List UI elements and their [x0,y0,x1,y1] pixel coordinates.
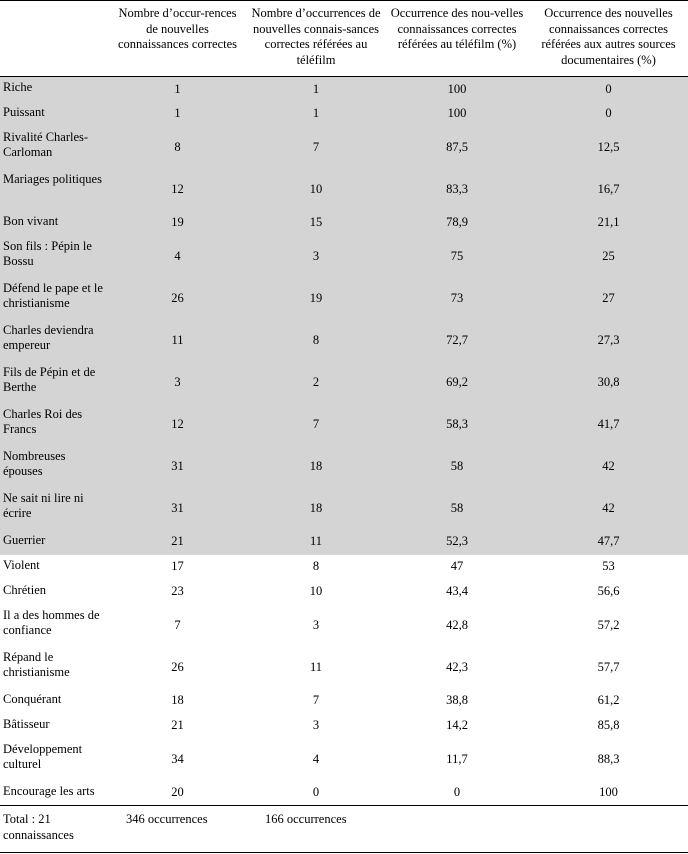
table-row [0,488,688,530]
total-cell: 19 [108,211,247,236]
telefilm-cell: 7 [247,127,385,169]
pct-autres-cell: 41,7 [529,404,688,446]
total-cell: 26 [108,278,247,320]
pct-telefilm-cell: 100 [385,102,529,127]
total-telefilm-occurrences: 166 occurrences [265,812,347,826]
pct-telefilm-cell: 87,5 [385,127,529,169]
telefilm-cell: 1 [247,102,385,127]
pct-telefilm-cell: 58 [385,446,529,488]
telefilm-cell: 18 [247,488,385,530]
total-cell: 18 [171,693,184,708]
header-row [0,1,688,77]
pct-telefilm-cell: 0 [453,785,461,799]
pct-autres-cell: 27 [529,278,688,320]
table-row [0,739,688,781]
total-cell: 17 [171,559,184,574]
total-cell: 31 [108,488,247,530]
row-label: Mariages politiques [0,169,108,211]
table-row [0,781,688,806]
table-body [0,77,688,853]
pct-telefilm-cell: 47 [450,559,464,574]
total-cell: 4 [108,236,247,278]
row-label: Il a des hommes de confiance [3,607,100,637]
pct-telefilm-cell: 43,4 [446,584,468,599]
row-label: Nombreuses épouses [0,446,108,488]
total-cell: 23 [171,584,184,599]
table-row [0,236,688,278]
empty-cell [385,806,529,853]
total-cell: 31 [108,446,247,488]
telefilm-cell: 10 [309,584,323,599]
header-label [0,1,108,77]
table-row [0,580,688,605]
total-cell: 7 [174,617,181,632]
pct-autres-cell: 27,3 [529,320,688,362]
table-row [0,320,688,362]
total-label: Total : 21 connaissances [3,812,74,842]
row-label: Conquérant [3,691,62,706]
total-row [0,806,688,853]
pct-telefilm-cell: 58,3 [385,404,529,446]
row-label: Charles deviendra empereur [0,320,108,362]
pct-telefilm-cell: 69,2 [385,362,529,404]
telefilm-cell: 7 [247,404,385,446]
table-row [0,446,688,488]
total-cell: 34 [171,751,184,766]
row-label: Charles Roi des Francs [0,404,108,446]
table-row [0,169,688,211]
total-occurrences: 346 occurrences [126,812,208,826]
telefilm-cell: 15 [247,211,385,236]
pct-autres-cell: 0 [529,77,688,102]
pct-telefilm-cell: 58 [385,488,529,530]
pct-autres-cell: 0 [529,102,688,127]
telefilm-cell: 2 [247,362,385,404]
pct-autres-cell: 100 [599,785,618,799]
row-label: Guerrier [0,530,108,555]
pct-telefilm-cell: 100 [385,77,529,102]
total-cell: 3 [108,362,247,404]
total-cell: 21 [171,718,184,733]
row-label: Chrétien [3,582,47,597]
table-row [0,404,688,446]
pct-autres-cell: 42 [529,446,688,488]
telefilm-cell: 19 [247,278,385,320]
pct-autres-cell: 12,5 [529,127,688,169]
telefilm-cell: 4 [312,751,320,766]
telefilm-cell: 1 [247,77,385,102]
pct-autres-cell: 47,7 [529,530,688,555]
total-cell: 1 [108,102,247,127]
pct-autres-cell: 25 [529,236,688,278]
empty-cell [529,806,688,853]
row-label: Son fils : Pépin le Bossu [0,236,108,278]
total-cell: 26 [171,659,184,674]
table-row [0,605,688,647]
telefilm-cell: 8 [247,320,385,362]
row-label: Encourage les arts [3,783,95,798]
table-row [0,77,688,102]
pct-telefilm-cell: 14,2 [446,718,468,733]
pct-telefilm-cell: 83,3 [385,169,529,211]
pct-telefilm-cell: 75 [385,236,529,278]
telefilm-cell: 11 [309,659,323,674]
total-cell: 12 [108,404,247,446]
pct-telefilm-cell: 42,8 [446,617,468,632]
pct-autres-cell: 61,2 [597,693,620,708]
row-label: Développement culturel [3,741,83,771]
row-label: Bâtisseur [3,716,50,731]
row-label: Rivalité Charles-Carloman [0,127,108,169]
telefilm-cell: 3 [312,617,320,632]
total-cell: 20 [171,785,184,799]
telefilm-cell: 0 [312,785,320,799]
pct-autres-cell: 57,7 [597,659,620,674]
pct-telefilm-cell: 11,7 [446,751,468,766]
telefilm-cell: 3 [247,236,385,278]
table-row [0,102,688,127]
pct-telefilm-cell: 38,8 [446,693,468,708]
row-label: Défend le pape et le christianisme [0,278,108,320]
telefilm-cell: 11 [247,530,385,555]
total-cell: 1 [108,77,247,102]
total-cell: 12 [108,169,247,211]
telefilm-cell: 10 [247,169,385,211]
header-pct-autres: Occurrence des nouvelles connaissances correctes référées aux autres sources documentaires (%) [541,6,676,67]
row-label: Fils de Pépin et de Berthe [0,362,108,404]
header-total: Nombre d’occur-rences de nouvelles connaissances correctes [117,6,238,51]
pct-autres-cell: 53 [602,559,615,574]
pct-telefilm-cell: 73 [385,278,529,320]
table-row [0,278,688,320]
table-row [0,362,688,404]
table-row [0,689,688,714]
pct-autres-cell: 56,6 [597,584,620,599]
header-pct-telefilm: Occurrence des nou-velles connaissances correctes référées au téléfilm (%) [390,6,524,51]
header-telefilm: Nombre d’occurrences de nouvelles connais-sances correctes référées au téléfilm [251,6,381,67]
pct-autres-cell: 85,8 [597,718,620,733]
table-row [0,555,688,580]
pct-autres-cell: 42 [529,488,688,530]
row-label: Riche [0,77,108,102]
table-row [0,127,688,169]
table-row [0,211,688,236]
telefilm-cell: 7 [312,693,320,708]
telefilm-cell: 18 [247,446,385,488]
telefilm-cell: 3 [312,718,320,733]
table-row [0,647,688,689]
row-label: Puissant [0,102,108,127]
telefilm-cell: 8 [312,559,320,574]
pct-autres-cell: 88,3 [597,751,620,766]
pct-autres-cell: 16,7 [529,169,688,211]
row-label: Répand le christianisme [3,649,70,679]
table-row [0,714,688,739]
row-label: Ne sait ni lire ni écrire [0,488,108,530]
pct-telefilm-cell: 78,9 [385,211,529,236]
pct-autres-cell: 57,2 [597,617,620,632]
pct-telefilm-cell: 72,7 [385,320,529,362]
total-cell: 11 [108,320,247,362]
total-cell: 8 [108,127,247,169]
row-label: Bon vivant [0,211,108,236]
table-row [0,530,688,555]
pct-telefilm-cell: 52,3 [385,530,529,555]
pct-telefilm-cell: 42,3 [446,659,468,674]
pct-autres-cell: 30,8 [529,362,688,404]
total-cell: 21 [108,530,247,555]
pct-autres-cell: 21,1 [529,211,688,236]
row-label: Violent [3,557,40,572]
